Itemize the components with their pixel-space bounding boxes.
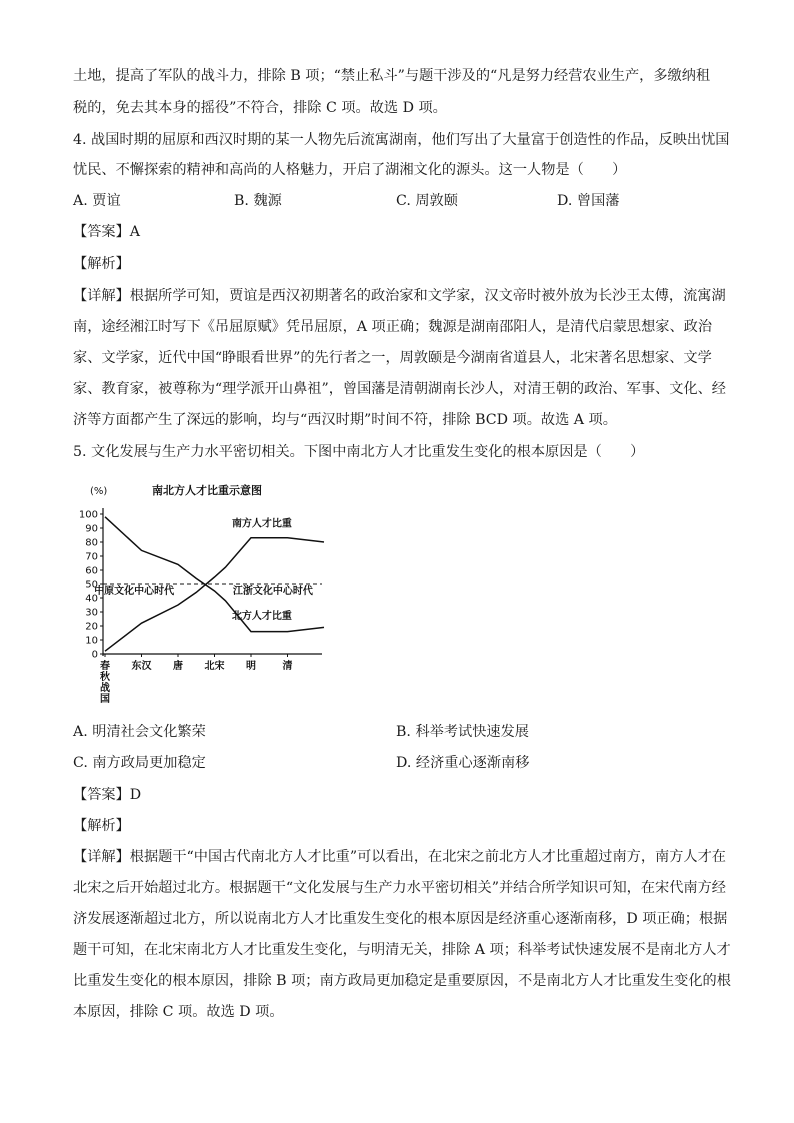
detail-line: 比重发生变化的根本原因，排除 B 项；南方政局更加稳定是重要原因，不是南北方人才比重发生变化的根 [73, 973, 731, 989]
detail-line: 本原因，排除 C 项。故选 D 项。 [73, 1004, 284, 1020]
y-tick-label: 0 [91, 649, 98, 661]
x-tick-label: 北宋 [204, 661, 225, 672]
y-tick-label: 20 [85, 621, 98, 633]
x-tick-label: 战 [100, 683, 110, 694]
detail-line: 【详解】根据所学可知，贾谊是西汉初期著名的政治家和文学家，汉文帝时被外放为长沙王太傅，流寓湖 [73, 288, 726, 304]
option-a: A. 贾谊 [73, 193, 121, 209]
y-tick-label: 90 [85, 523, 98, 535]
y-tick-label: 40 [85, 593, 98, 605]
y-tick-label: 70 [85, 551, 98, 563]
analysis-heading: 【解析】 [73, 256, 130, 272]
text-line: 土地，提高了军队的战斗力，排除 B 项；“禁止私斗”与题干涉及的“凡是努力经营农业生产，多缴纳租 [73, 68, 711, 84]
text-line: 税的，免去其本身的摇役”不符合，排除 C 项。故选 D 项。 [73, 100, 447, 116]
y-tick-label: 30 [85, 607, 98, 619]
chart-title: 南北方人才比重示意图 [152, 484, 262, 497]
y-tick-label: 50 [85, 579, 98, 591]
x-tick-label: 春 [100, 661, 110, 672]
x-tick-label: 明 [246, 661, 256, 672]
option-c: C. 周敦颐 [396, 193, 458, 209]
question-stem: 5. 文化发展与生产力水平密切相关。下图中南北方人才比重发生变化的根本原因是（ ） [73, 444, 645, 460]
y-tick-label: 10 [85, 635, 98, 647]
detail-line: 南，途经湘江时写下《吊屈原赋》凭吊屈原，A 项正确；魏源是湖南邵阳人，是清代启蒙思想家、政治 [73, 319, 713, 335]
option-a: A. 明清社会文化繁荣 [73, 724, 206, 740]
y-axis-label: (%) [90, 486, 108, 497]
chart-annotation: 中原文化中心时代 [94, 585, 175, 597]
answer: 【答案】D [73, 787, 142, 803]
option-d: D. 曾国藩 [557, 193, 620, 209]
question-stem: 忧民、不懈探索的精神和高尚的人格魅力，开启了湖湘文化的源头。这一人物是（ ） [73, 162, 627, 178]
option-d: D. 经济重心逐渐南移 [396, 755, 530, 771]
chart-annotation: 南方人才比重 [231, 518, 292, 530]
x-tick-label: 唐 [173, 661, 183, 672]
detail-line: 北宋之后开始超过北方。根据题干“文化发展与生产力水平密切相关”并结合所学知识可知，在宋代南方经 [73, 880, 726, 896]
detail-line: 济发展逐渐超过北方，所以说南北方人才比重发生变化的根本原因是经济重心逐渐南移，D 项正确；根据 [73, 911, 728, 927]
detail-line: 家、文学家，近代中国“睁眼看世界”的先行者之一，周敦颐是今湖南省道县人，北宋著名思想家、文学 [73, 350, 712, 366]
y-tick-label: 100 [78, 509, 98, 521]
x-tick-label: 清 [282, 661, 293, 672]
chart-annotation: 江浙文化中心时代 [232, 585, 313, 597]
detail-line: 济等方面都产生了深远的影响，均与“西汉时期”时间不符，排除 BCD 项。故选 A 项。 [73, 412, 617, 428]
answer: 【答案】A [73, 224, 140, 240]
y-tick-label: 80 [85, 537, 98, 549]
chart-annotation: 北方人才比重 [231, 611, 292, 622]
talent-ratio-chart [78, 478, 346, 708]
y-tick-label: 60 [85, 565, 98, 577]
analysis-heading: 【解析】 [73, 818, 130, 834]
question-stem: 4. 战国时期的屈原和西汉时期的某一人物先后流寓湖南，他们写出了大量富于创造性的作品，反映出忧国 [73, 132, 730, 148]
detail-line: 题干可知，在北宋南北方人才比重发生变化，与明清无关，排除 A 项；科举考试快速发展不是南北方人才 [73, 942, 731, 958]
x-tick-label: 东汉 [131, 661, 152, 672]
option-c: C. 南方政局更加稳定 [73, 755, 206, 771]
option-b: B. 魏源 [234, 193, 282, 209]
detail-line: 【详解】根据题干“中国古代南北方人才比重”可以看出，在北宋之前北方人才比重超过南方，南方人才在 [73, 849, 726, 865]
option-b: B. 科举考试快速发展 [396, 724, 529, 740]
detail-line: 家、教育家，被尊称为“理学派开山鼻祖”，曾国藩是清朝湖南长沙人，对清王朝的政治、军事、文化、经 [73, 381, 726, 397]
x-tick-label: 国 [100, 694, 110, 705]
x-tick-label: 秋 [100, 672, 110, 683]
